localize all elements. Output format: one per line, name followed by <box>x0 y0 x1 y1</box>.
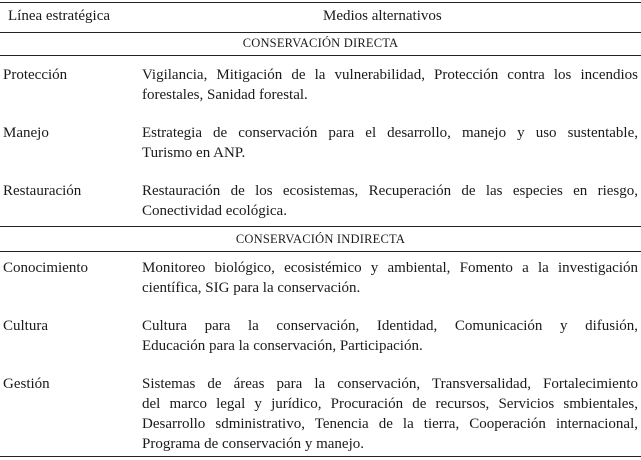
medios-line: Desarrollo sdministrativo, Tenencia de la tierra, Cooperación internacional, <box>142 416 638 432</box>
section-top-rule-indirecta <box>0 226 641 227</box>
row-medios-restauracion <box>142 181 638 221</box>
row-linea-proteccion: Protección <box>3 67 68 83</box>
section-title-indirecta: CONSERVACIÓN INDIRECTA <box>235 232 406 246</box>
section-rule-indirecta <box>0 251 641 252</box>
table-top-rule <box>0 2 641 3</box>
medios-line: Restauración de los ecosistemas, Recuperación de las especies en riesgo, <box>142 183 638 199</box>
row-linea-manejo: Manejo <box>3 125 49 141</box>
medios-line: del marco legal y jurídico, Procuración de recursos, Servicios smbientales, <box>142 396 638 412</box>
row-linea-restauracion: Restauración <box>3 183 82 199</box>
row-medios-cultura <box>142 316 638 356</box>
header-medios: Medios alternativos <box>323 8 442 24</box>
medios-line: Conectividad ecológica. <box>142 203 287 219</box>
section-rule-directa <box>0 55 641 56</box>
row-medios-proteccion <box>142 65 638 105</box>
medios-line: Programa de conservación y manejo. <box>142 436 365 452</box>
header-linea: Línea estratégica <box>8 8 111 24</box>
medios-line: Monitoreo biológico, ecosistémico y ambiental, Fomento a la investigación <box>142 260 638 276</box>
medios-line: Turismo en ANP. <box>142 145 246 161</box>
table-bottom-rule <box>0 456 641 457</box>
row-linea-gestion: Gestión <box>3 376 50 392</box>
medios-line: Estrategia de conservación para el desarrollo, manejo y uso sustentable, <box>142 125 638 141</box>
row-linea-cultura: Cultura <box>3 318 48 334</box>
row-medios-manejo <box>142 123 638 163</box>
medios-line: Sistemas de áreas para la conservación, Transversalidad, Fortalecimiento <box>142 376 638 392</box>
medios-line: científica, SIG para la conservación. <box>142 280 361 296</box>
medios-line: forestales, Sanidad forestal. <box>142 87 308 103</box>
row-medios-conocimiento <box>142 258 638 298</box>
section-title-directa: CONSERVACIÓN DIRECTA <box>242 36 399 50</box>
row-linea-conocimiento: Conocimiento <box>3 260 88 276</box>
row-medios-gestion <box>142 374 638 454</box>
medios-line: Cultura para la conservación, Identidad, Comunicación y difusión, <box>142 318 638 334</box>
medios-line: Educación para la conservación, Participación. <box>142 338 423 354</box>
medios-line: Vigilancia, Mitigación de la vulnerabilidad, Protección contra los incendios <box>142 67 638 83</box>
header-rule <box>0 32 641 33</box>
